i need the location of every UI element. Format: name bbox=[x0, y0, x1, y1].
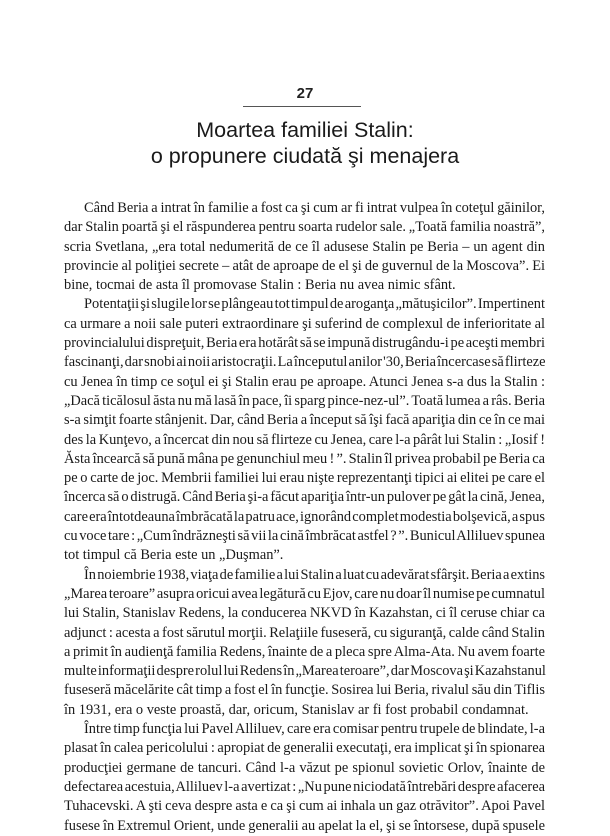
text-line: Între timp funcţia lui Pavel Alliluev, care era comisar pentru trupele de blindate, l-a bbox=[84, 721, 545, 738]
text-line: Ăsta încearcă să pună mâna pe genunchiul meu ! ”. Stalin îl privea probabil pe Beria ca bbox=[64, 450, 545, 467]
text-line: Potentaţii şi slugile lor se plângeau tot timpul de aroganţa „mătuşicilor”. Impertinent bbox=[84, 296, 545, 313]
paragraph bbox=[64, 295, 545, 565]
text-line: producţiei germane de tancuri. Când l-a văzut pe spionul sovietic Orlov, înainte de bbox=[64, 759, 545, 776]
paragraph bbox=[64, 720, 545, 836]
chapter-number: 27 bbox=[296, 85, 314, 102]
text-line: „Marea teroare” asupra oricui avea legătură cu Ejov, care nu doar îl numise pe cumnatul bbox=[64, 585, 545, 602]
text-line: bine, tocmai de asta îl promovase Stalin : Beria nu avea nimic sfânt. bbox=[64, 277, 456, 294]
text-line: adjunct : acesta a fost sărutul morţii. Relaţiile fuseseră, cu siguranţă, calde când Stalin bbox=[64, 624, 545, 641]
chapter-divider bbox=[243, 106, 361, 107]
text-line: fascinanţi, dar snobi ai noii aristocraţii. La începutul anilor '30, Beria încercase să flirteze bbox=[64, 354, 546, 371]
text-line: tot timpul că Beria este un „Duşman”. bbox=[64, 547, 284, 564]
text-line: care era întotdeauna îmbrăcată la patru ace, ignorând complet modestia bolşevică, a spus bbox=[64, 508, 545, 525]
text-line: ca urmare a noii sale puteri extraordinare şi suferind de complexul de inferioritate al bbox=[64, 315, 545, 332]
text-line: în 1931, era o veste proastă, dar, oricum, Stanislav ar fi fost probabil condamnat. bbox=[64, 701, 529, 718]
text-line: lui Stalin, Stanislav Redens, la conducerea NKVD în Kazahstan, ci îl ceruse chiar ca bbox=[64, 605, 545, 622]
text-line: dar Stalin poartă şi el răspunderea pentru soarta rudelor sale. „Toată familia noastră”, bbox=[64, 219, 545, 236]
chapter-title bbox=[0, 117, 610, 169]
text-line: În noiembrie 1938, viaţa de familie a lui Stalin a luat cu adevărat sfârşit. Beria a extins bbox=[84, 566, 545, 583]
text-line: a primit în audienţă familia Redens, înainte de a pleca spre Alma-Ata. Nu avem foarte bbox=[64, 643, 545, 660]
body-text bbox=[64, 199, 545, 836]
text-line: Tuhacevski. A şti ceva despre asta e ca şi cum ai inhala un gaz otrăvitor”. Apoi Pavel bbox=[64, 798, 545, 815]
chapter-title-line: o propunere ciudată şi menajera bbox=[150, 144, 460, 168]
text-line: încerca să o distrugă. Când Beria şi-a făcut apariţia într-un pulover pe gât la cină, Jenea, bbox=[64, 489, 545, 506]
chapter-title-line: Moartea familiei Stalin: bbox=[196, 118, 414, 142]
text-line: provincie al poliţiei secrete – atât de aproape de el şi de guvernul de la Moscova”. Ei bbox=[64, 257, 545, 274]
text-line: des la Kunţevo, a încercat din nou să flirteze cu Jenea, care l-a pârât lui Stalin : „Iosif ! bbox=[64, 431, 545, 448]
text-line: multe informaţii despre rolul lui Redens în „Marea teroare”, dar Moscova şi Kazahstanul bbox=[64, 663, 546, 680]
text-line: pe o carte de joc. Membrii familiei lui erau nişte reprezentanţi tipici ai elitei pe care el bbox=[64, 470, 545, 487]
text-line: scria Svetlana, „era total nedumerită de ce îl adusese Stalin pe Beria – un agent din bbox=[64, 238, 545, 255]
text-line: plasat în calea pericolului : apropiat de generalii executaţi, era implicat şi în spionarea bbox=[64, 740, 545, 757]
text-line: fuseseră măcelărite cât timp a fost el în funcţie. Sosirea lui Beria, rivalul său din Tiflis bbox=[64, 682, 545, 699]
text-line: cu Jenea în timp ce soţul ei şi Stalin erau pe aproape. Atunci Jenea s-a dus la Stalin : bbox=[64, 373, 545, 390]
text-line: Când Beria a intrat în familie a fost ca şi cum ar fi intrat vulpea în coteţul găinilor, bbox=[84, 200, 545, 216]
text-line: defectarea acestuia, Alliluev l-a avertizat : „Nu pune niciodată întrebări despre afacerea bbox=[64, 778, 545, 795]
text-line: s-a simţit foarte stânjenit. Dar, când Beria a început să îşi facă apariţia din ce în ce mai bbox=[64, 412, 545, 429]
text-line: cu voce tare : „Cum îndrăzneşti să vii la cină îmbrăcat astfel ? ”. Bunicul Alliluev spunea bbox=[64, 528, 545, 545]
text-line: „Dacă ticălosul ăsta nu mă lasă în pace, îi sparg pince-nez-ul”. Toată lumea a râs. Beria bbox=[64, 392, 545, 409]
paragraph bbox=[64, 566, 545, 720]
paragraph bbox=[64, 199, 545, 295]
text-line: fusese în Extremul Orient, unde generalii au apelat la el, şi se întorsese, după spusele bbox=[64, 817, 545, 834]
text-line: provincialului dispreţuit, Beria era hotărât să se impună distrugându-i pe aceşti membri bbox=[64, 335, 545, 352]
